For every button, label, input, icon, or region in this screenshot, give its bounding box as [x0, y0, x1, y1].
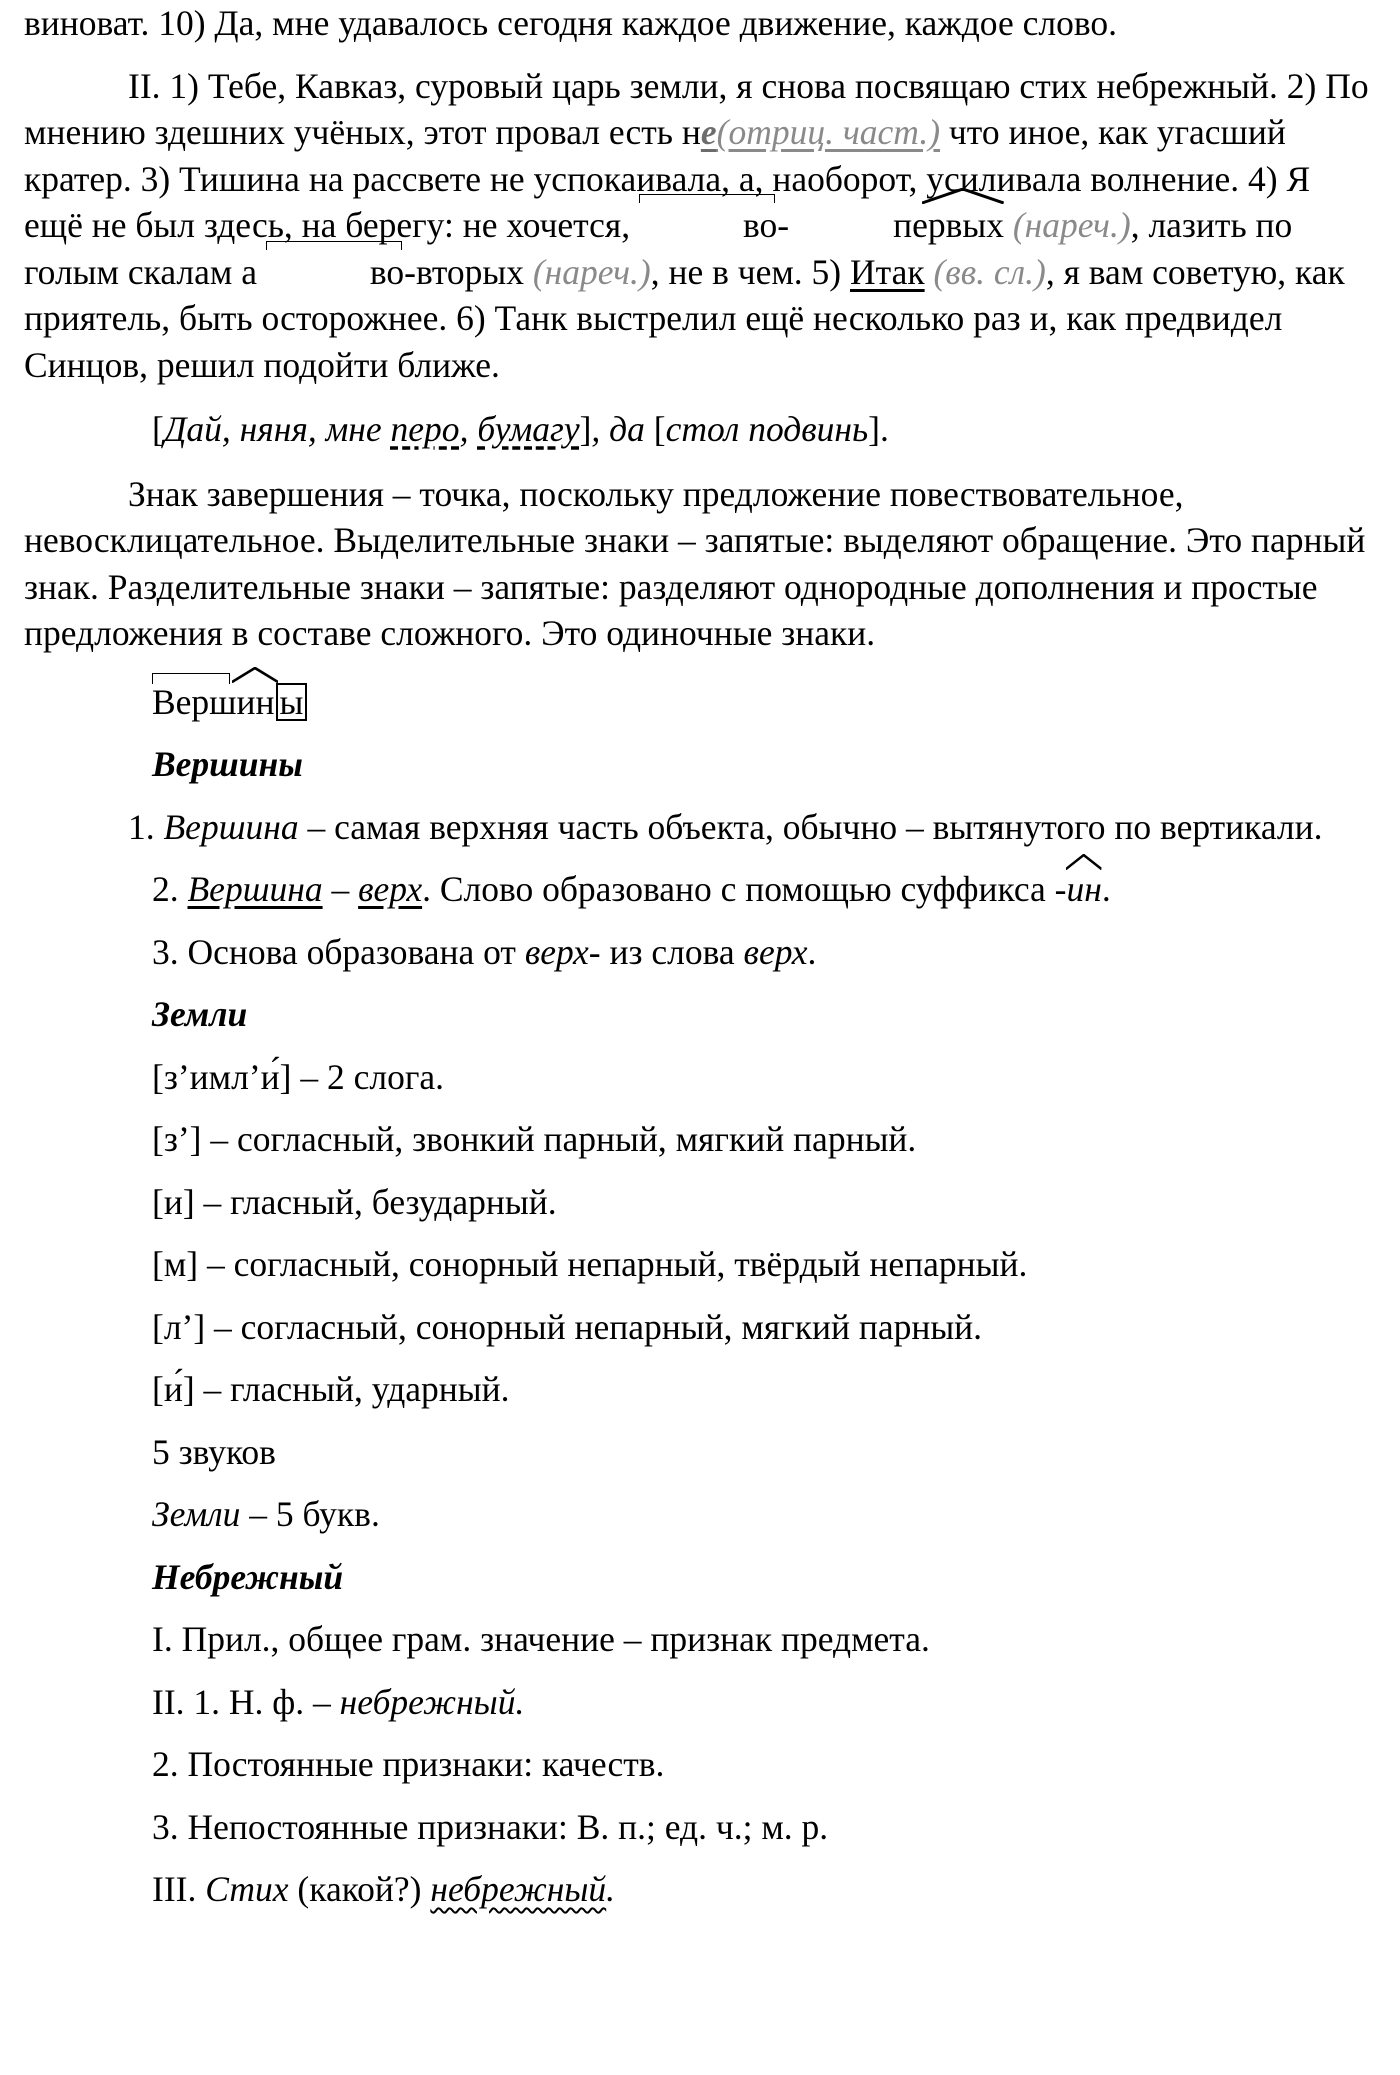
item2-suffix-mark: [1066, 854, 1101, 870]
item2-dash: –: [322, 869, 359, 909]
nebrezhny-line-3: 2. Постоянные признаки: качеств.: [152, 1744, 665, 1784]
zemli-count-word: Земли: [152, 1494, 241, 1534]
scheme-object-pero: перо: [390, 409, 460, 449]
item2-suffix: ин: [1066, 869, 1102, 909]
word-pervyh: [789, 202, 1004, 249]
note-narech-2: (нареч.): [523, 251, 651, 292]
vershiny-item-1: [24, 804, 1376, 851]
morph-ending: ы: [276, 683, 308, 721]
heading-vershiny: Вершины: [152, 744, 303, 784]
item3-a: 3. Основа образована от: [152, 931, 525, 972]
vershiny-item-2: [24, 866, 1376, 913]
bracket-close-2: ]: [868, 409, 880, 449]
note-vvsl: (вв. сл.): [924, 251, 1046, 292]
word-itak: Итак: [850, 251, 925, 292]
heading-nebrezhny: Небрежный: [152, 1556, 344, 1597]
scheme-comma: ,: [459, 409, 478, 449]
nebrezhny-line-2: [24, 1679, 1376, 1726]
root-mark: [152, 673, 230, 684]
word-vtoryh: вторых: [415, 251, 524, 292]
nebrezhny-line-1: I. Прил., общее грам. значение – признак предмета.: [152, 1619, 930, 1659]
bracket-open-1: [: [152, 409, 164, 449]
zemli-line-7: 5 звуков: [152, 1431, 276, 1472]
morpheme-analysis: [24, 679, 1376, 726]
part2-mid: , лазить по голым скалам а: [24, 205, 1293, 292]
prefix-vo-1-text: во: [742, 205, 778, 245]
item3-c: из слова: [600, 931, 744, 972]
bracket-open-2: [: [653, 409, 666, 449]
nebrezhny-line-4: 3. Непостоянные признаки: В. п.; ед. ч.; м. р.: [152, 1806, 829, 1847]
particle-e: е: [700, 112, 717, 152]
zemli-line-3: [и] – гласный, безударный.: [152, 1181, 557, 1222]
item1-word: Вершина: [163, 806, 299, 847]
item2-num: 2.: [152, 869, 188, 909]
part2-tail: , я вам советую, как приятель, быть осторожнее. 6) Танк выстрелил ещё несколько раз и, как предвидел Синцов, решил подойти ближе.: [24, 251, 1345, 385]
prefix-vo-2-text: во: [369, 251, 405, 292]
item2-word-b: верх: [358, 869, 423, 909]
item2-suffix-wrap: [1066, 866, 1101, 913]
word-pervyh-text: первых: [893, 205, 1004, 245]
suffix-arc-1: [922, 188, 1004, 204]
nebrezhny-l5b: Стих: [205, 1869, 289, 1909]
part2-paragraph: [24, 63, 1376, 389]
zemli-line-5: [л’] – согласный, сонорный непарный, мягкий парный.: [152, 1306, 983, 1347]
nebrezhny-l5a: III.: [152, 1869, 206, 1909]
zemli-count-text: – 5 букв.: [240, 1494, 380, 1534]
nebrezhny-line-5: [24, 1866, 1376, 1913]
item1-num: 1.: [128, 806, 164, 847]
zemli-line-4: [м] – согласный, сонорный непарный, твёрдый непарный.: [152, 1244, 1028, 1284]
zemli-line-2: [з’] – согласный, звонкий парный, мягкий парный.: [152, 1119, 917, 1159]
nebrezhny-l2a: II. 1. Н. ф. –: [152, 1681, 340, 1722]
zemli-letter-count: [24, 1491, 1376, 1538]
morph-word: [152, 679, 307, 726]
note-otric: (отриц. част.): [716, 112, 941, 152]
scheme-part-b: стол подвинь: [665, 409, 869, 449]
item1-text: – самая верхняя часть объекта, обычно – вытянутого по вертикали.: [298, 806, 1323, 847]
item2-text: . Слово образовано с помощью суффикса -: [422, 869, 1067, 909]
intro-line: виноват. 10) Да, мне удавалось сегодня каждое движение, каждое слово.: [24, 3, 1117, 43]
vershiny-item-3: [24, 929, 1376, 976]
suffix-mark: [232, 667, 278, 683]
item3-b: верх-: [524, 931, 601, 972]
morph-root: Верш: [152, 681, 237, 722]
item2-word-a: Вершина: [187, 869, 323, 909]
item3-e: .: [807, 931, 817, 972]
prefix-mark-1: [639, 194, 775, 203]
item3-d: верх: [743, 931, 808, 972]
scheme-part-a: Дай, няня, мне: [163, 409, 391, 449]
prefix-vo-2: [266, 249, 404, 296]
nebrezhny-l5d: небрежный: [430, 1869, 607, 1909]
part2-lead: II. 1) Тебе, Кавказ, суровый царь земли, я снова посвящаю стих небрежный. 2) По мнению здешних учёных, этот провал есть н: [24, 65, 1369, 152]
nebrezhny-l2b: небрежный.: [339, 1681, 525, 1722]
item2-dot: .: [1101, 869, 1111, 909]
dash-1: -: [777, 205, 790, 245]
zemli-line-1: [з’имл’и́] – 2 слога.: [152, 1056, 445, 1097]
prefix-vo-1: [639, 202, 777, 249]
nebrezhny-l5c: (какой?): [288, 1869, 431, 1909]
bracket-close-1: ]: [579, 409, 592, 449]
sentence-scheme: [24, 406, 1376, 453]
morph-suffix: ин: [236, 681, 275, 722]
zemli-line-6: [и́] – гласный, ударный.: [152, 1369, 510, 1409]
note-narech-1: (нареч.): [1003, 205, 1131, 245]
scheme-object-bumagu: бумагу: [477, 409, 580, 449]
scheme-dot: .: [879, 409, 889, 449]
prefix-mark-2: [266, 241, 402, 250]
scheme-conj: , да: [591, 409, 654, 449]
dash-2: -: [404, 251, 416, 292]
punctuation-explanation: Знак завершения – точка, поскольку предложение повествовательное, невосклицательное. Выделительные знаки – запятые: выделяют обращение. Это парный знак. Разделительные знаки – запятые: разделяют однородные дополнения и простые предложения в составе сложного. Это одиночные знаки.: [24, 473, 1366, 653]
nebrezhny-l5e: .: [606, 1869, 616, 1909]
part2-after-otric: что иное, как угасший кратер. 3) Тишина на рассвете не успокаивала, а, наоборот, усиливала волнение. 4) Я ещё не был здесь, на берегу: не хочется,: [24, 112, 1311, 245]
heading-zemli: Земли: [152, 994, 248, 1034]
part2-mid2: , не в чем. 5): [650, 251, 851, 292]
